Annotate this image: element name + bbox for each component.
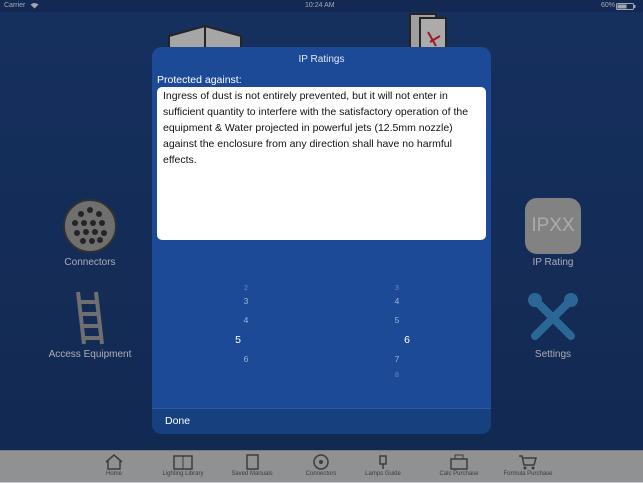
picker-value: 2 [244, 285, 248, 292]
ipxx-icon: IPXX [525, 198, 581, 254]
settings-label: Settings [534, 349, 572, 360]
description-text: Ingress of dust is not entirely prevented, but it will not enter in sufficient quantity to interfere with the satisfactory operation of the equipment & Water projected in powerful jets (12.5mm nozzle) against the enclosure from any direction shall have no harmful effects. [157, 87, 486, 240]
battery-percent: 60% [601, 2, 616, 9]
first-digit-picker[interactable] [231, 285, 261, 385]
tab-label: Formula Purchase [503, 471, 553, 477]
picker-value: 6 [243, 354, 249, 364]
picker-selected-value: 6 [404, 334, 410, 346]
done-button[interactable]: Done [165, 415, 191, 427]
dialog-footer [152, 408, 491, 434]
picker-value: 3 [243, 296, 249, 306]
second-digit-picker[interactable] [382, 285, 412, 385]
picker-selected-value: 5 [235, 334, 241, 346]
tab-label: Connectors [305, 471, 337, 477]
picker-value: 3 [395, 285, 399, 292]
picker-value: 5 [394, 315, 400, 325]
connectors-label: Connectors [64, 257, 116, 268]
picker-value: 7 [394, 354, 400, 364]
tab-label: Lighting Library [162, 471, 204, 477]
dialog-title: IP Ratings [152, 47, 491, 73]
clock: 10:24 AM [305, 2, 335, 9]
tab-label: Saved Manuals [231, 471, 273, 477]
tab-label: Lamps Guide [365, 471, 401, 477]
picker-value: 4 [243, 315, 249, 325]
picker-value: 4 [394, 296, 400, 306]
ip-rating-label: IP Rating [532, 257, 574, 268]
protected-against-label: Protected against: [157, 74, 242, 86]
picker-value: 8 [395, 372, 399, 379]
tab-label: Calc Purchase [439, 471, 479, 477]
carrier-label: Carrier [4, 2, 26, 9]
access-equipment-label: Access Equipment [48, 349, 132, 360]
ip-ratings-dialog [152, 47, 491, 434]
tab-label: Home [105, 471, 122, 477]
